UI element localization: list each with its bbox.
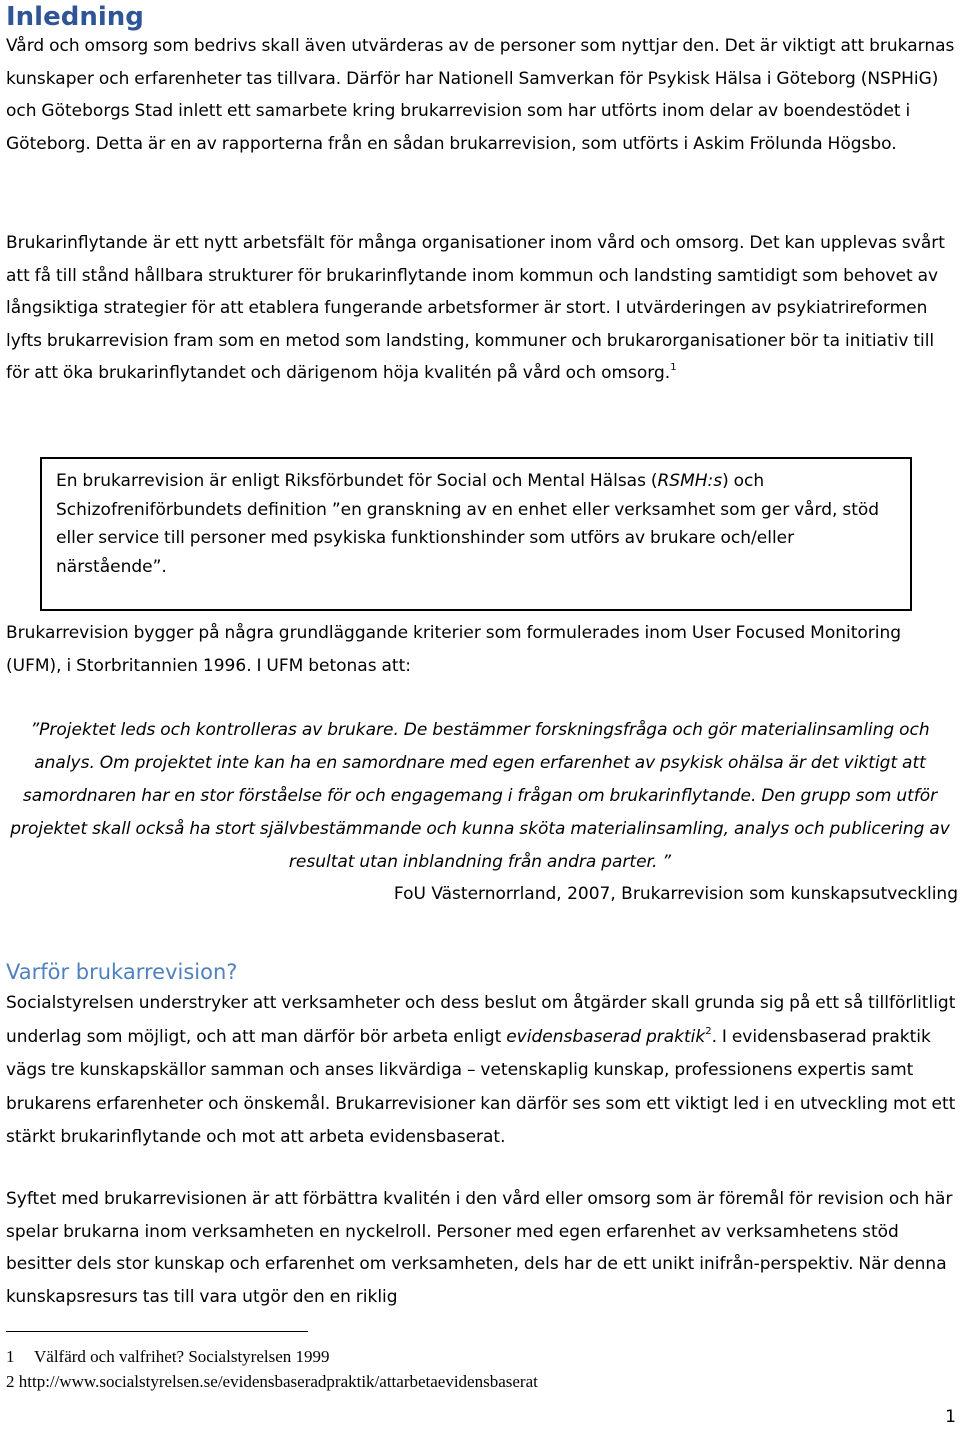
footnote-1-number: 1 [6,1347,15,1366]
page-number: 1 [945,1407,956,1427]
intro-paragraph [6,30,956,160]
definition-italic: RSMH:s [657,471,723,491]
footnote-2-number: 2 [6,1372,15,1391]
heading-inledning: Inledning [6,2,144,32]
footnote-1-text: Välfärd och valfrihet? Socialstyrelsen 1999 [34,1347,330,1366]
footnote-1 [6,1346,330,1368]
footnote-ref-2[interactable]: 2 [705,1025,712,1037]
definition-text [56,467,901,582]
evidence-italic: evidensbaserad praktik [506,1026,706,1047]
heading-why: Varför brukarrevision? [6,960,238,984]
evidence-text-part1: Socialstyrelsen understryker att verksamheter och dess beslut om åtgärder skall grunda sig på ett så tillförlitligt underlag som möjligt, och att man därför bör arbeta enligt [6,993,956,1047]
footnote-2-link[interactable]: http://www.socialstyrelsen.se/evidensbaseradpraktik/attarbetaevidensbaserat [18,1372,538,1391]
ufm-quote: ”Projektet leds och kontrolleras av brukare. De bestämmer forskningsfråga och gör materialinsamling och analys. Om projektet inte kan ha en samordnare med egen erfarenhet av psykisk ohälsa är det viktigt att samordnaren har en stor förståelse för och engagemang i frågan om brukarinflytande. Den grupp som utför projektet skall också ha stort självbestämmande och kunna sköta materialinsamling, analys och publicering av resultat utan inblandning från andra parter. ” [10,720,950,872]
definition-part2: ) och Schizofreniförbundets definition ”en granskning av en enhet eller verksamhet som ger vård, stöd eller service till personer med psykiska funktionshinder som utförs av brukare och/eller närstående”. [56,471,880,578]
evidence-paragraph [6,987,956,1155]
influence-paragraph [6,227,956,390]
footnote-divider [6,1331,308,1332]
definition-part1: En brukarrevision är enligt Riksförbundet för Social och Mental Hälsas ( [56,471,658,491]
quote-attribution: FoU Västernorrland, 2007, Brukarrevision som kunskapsutveckling [393,884,958,904]
purpose-paragraph: Syftet med brukarrevisionen är att förbättra kvalitén i den vård eller omsorg som är föremål för revision och här spelar brukarna inom verksamheten en nyckelroll. Personer med egen erfarenhet av verksamhetens stöd besitter dels stor kunskap och erfarenhet om verksamheten, dels har de ett unikt inifrån-perspektiv. När denna kunskapsresurs tas till vara utgör den en riklig [6,1189,953,1307]
influence-text: Brukarinflytande är ett nytt arbetsfält för många organisationer inom vård och omsorg. Det kan upplevas svårt att få till stånd hållbara strukturer för brukarinflytande inom kommun och landsting samtidigt som behovet av långsiktiga strategier för att etablera fungerande arbetsformer är stort. I utvärderingen av psykiatrireformen lyfts brukarrevision fram som en metod som landsting, kommuner och brukarorganisationer bör ta initiativ till för att öka brukarinflytandet och därigenom höja kvalitén på vård och omsorg. [6,233,945,384]
intro-text-part1: Vård och omsorg som bedrivs skall även utvärderas av de personer som nyttjar den. Det är viktigt att brukarnas kunskaper och erfarenheter tas tillvara. Därför har Nationell Samverkan för Psykisk Hälsa i Göteborg (NSPHiG) och Göteborgs Stad inlett ett samarbete kring brukarrevision som har utförts inom delar av boendestödet i Göteborg. [6,36,955,154]
definition-box [40,457,912,611]
footnote-2 [6,1371,538,1393]
ufm-paragraph: Brukarrevision bygger på några grundläggande kriterier som formulerades inom User Focused Monitoring (UFM), i Storbritannien 1996. I UFM betonas att: [6,623,902,676]
intro-text-part2: Detta är en av rapporterna från en sådan brukarrevision, som utförts i Askim Frölunda Högsbo. [90,133,897,154]
footnote-ref-1[interactable]: 1 [670,362,677,374]
evidence-text-part2: . I evidensbaserad praktik vägs tre kunskapskällor samman och anses likvärdiga – vetenskaplig kunskap, professionens expertis samt brukarens erfarenheter och önskemål. Brukarrevisioner kan därför ses som ett viktigt led i en utveckling mot ett stärkt brukarinflytande och mot att arbeta evidensbaserat. [6,1026,956,1147]
